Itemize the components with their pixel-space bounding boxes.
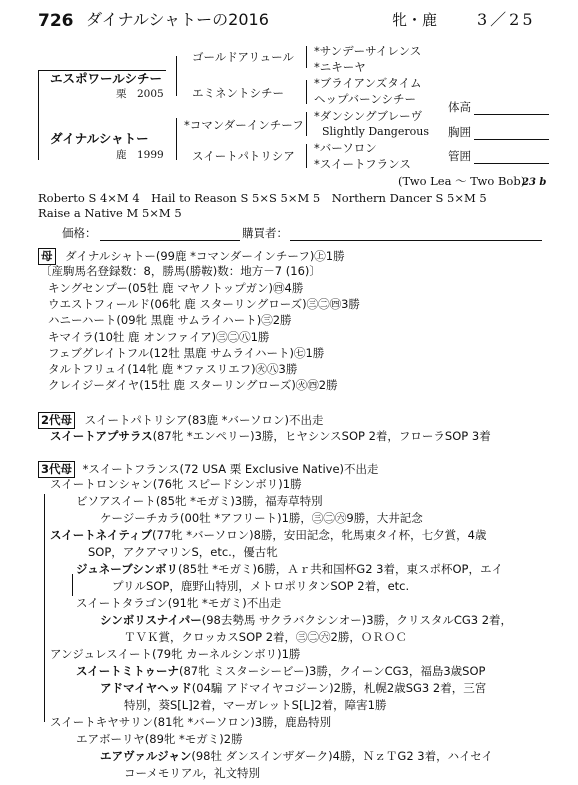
- ped-ddd: *スイートフランス: [314, 157, 411, 171]
- ped-ssd: *ニキーヤ: [314, 60, 366, 74]
- list-item: ハニーハート(09牝 黒鹿 サムライハート)㊂2勝: [48, 313, 292, 328]
- birth-date: 3／25: [477, 10, 536, 29]
- tail-female: (Two Lea ～ Two Bob): [398, 174, 526, 188]
- gen3-label: 3代母: [38, 461, 75, 478]
- dam-dam: スイートパトリシア: [192, 149, 295, 163]
- family-number: 23 b: [522, 177, 547, 188]
- dam-produce-note: 〔産駒馬名登録数：8，勝馬(勝鞍)数：地方－7 (16)〕: [40, 264, 321, 278]
- chest-blank[interactable]: [474, 139, 549, 140]
- ped-sdd: ヘップバーンシチー: [314, 92, 417, 106]
- table-row: アドマイヤヘッド(04騸 アドマイヤコジーン)2勝，札幌2歳SG3 2着，三宮: [100, 681, 487, 695]
- horse-name: ダイナルシャトーの2016: [86, 10, 269, 29]
- cannon-blank[interactable]: [474, 163, 549, 164]
- table-row: スイートロンシャン(76牝 スピードシンボリ)1勝: [50, 477, 302, 491]
- price-label: 価格：: [62, 226, 97, 240]
- dam-produce-list: [48, 280, 360, 393]
- list-item: フェブグレイトフル(12牡 黒鹿 サムライハート)㊆1勝: [48, 345, 325, 360]
- sire-sire: ゴールドアリュール: [192, 50, 294, 64]
- dam-info: 鹿 1999: [116, 149, 164, 161]
- list-item: ウエストフィールド(06牝 鹿 スターリングローズ)㊂㊁㊃3勝: [48, 297, 360, 312]
- sire-info: 栗 2005: [116, 88, 164, 100]
- table-row: ケージーチカラ(00牡 *アフリート)1勝，㊂㊁㊅9勝，大井記念: [100, 511, 423, 525]
- chest-label: 胸囲: [448, 125, 471, 139]
- height-label: 体高: [448, 100, 471, 114]
- dam-label: 母: [38, 248, 56, 265]
- sire-dam: エミネントシチー: [192, 86, 284, 100]
- table-row: SOP，アクアマリンS，etc.，優古牝: [88, 545, 278, 559]
- list-item: タルトフリュイ(14牝 鹿 *ファスリエフ)㊋㊇3勝: [48, 362, 298, 377]
- list-item: キングセンプー(05牡 鹿 マヤノトップガン)㊃4勝: [48, 281, 304, 295]
- inbreeding-line-2: Raise a Native M 5×M 5: [38, 206, 182, 220]
- table-row: 特別，葵S[L]2着，マーガレットS[L]2着，障害1勝: [124, 698, 387, 712]
- dam-section: [38, 248, 345, 265]
- table-row: スイートキヤサリン(81牝 *バーソロン)3勝，鹿島特別: [50, 715, 332, 729]
- ped-dss: *ダンシングブレーヴ: [314, 109, 423, 123]
- gen3-title: *スイートフランス(72 USA 栗 Exclusive Native)不出走: [82, 462, 379, 476]
- inbreeding-line-1: Roberto S 4×M 4 Hail to Reason S 5×S 5×M 5 Northern Dancer S 5×M 5: [38, 191, 487, 205]
- list-item: クレイジーダイヤ(15牡 鹿 スターリングローズ)㊋㊃2勝: [48, 378, 338, 393]
- table-row: スイートネイティブ(77牝 *バーソロン)8勝，安田記念，牝馬東タイ杯，七夕賞，4歳: [50, 528, 487, 542]
- table-row: エアヴァルジャン(98牡 ダンスインザダーク)4勝，ＮｚＴG2 3着，ハイセイ: [100, 749, 493, 763]
- height-blank[interactable]: [474, 114, 549, 115]
- table-row: アンジュレスイート(79牝 カーネルシンボリ)1勝: [50, 647, 301, 661]
- gen3-section: [38, 461, 379, 478]
- cannon-label: 管囲: [448, 149, 471, 163]
- table-row: ジュネーブシンボリ(85牡 *モガミ)6勝，Ａｒ共和国杯G2 3着，東スポ杯OP，エイ: [76, 562, 503, 576]
- buyer-blank[interactable]: [290, 240, 542, 241]
- dam-name: ダイナルシャトー: [50, 131, 149, 146]
- list-item: キマイラ(10牡 鹿 オンファイア)㊂㊁㊇1勝: [48, 329, 270, 344]
- sex-color: 牝・鹿: [392, 11, 438, 29]
- gen2-title: スイートパトリシア(83鹿 *バーソロン)不出走: [84, 413, 324, 427]
- gen3-list: [0, 477, 578, 780]
- gen2-section: [38, 412, 324, 429]
- dam-sire: *コマンダーインチーフ: [184, 118, 304, 132]
- gen2-label: 2代母: [38, 412, 75, 429]
- catalog-number: 726: [38, 11, 74, 31]
- ped-dds: *バーソロン: [314, 141, 377, 155]
- bracket-c: [306, 46, 307, 68]
- buyer-label: 購買者：: [242, 226, 288, 240]
- dam-title: ダイナルシャトー(99鹿 *コマンダーインチーフ)㊤1勝: [65, 249, 345, 263]
- table-row: スイートミトゥーナ(87牝 ミスターシービー)3勝，クイーンCG3，福島3歳SOP: [76, 664, 486, 678]
- price-blank[interactable]: [100, 240, 240, 241]
- sire-name: エスポワールシチー: [50, 71, 162, 86]
- bracket-d: [306, 80, 307, 104]
- ped-sss: *サンデーサイレンス: [314, 44, 422, 58]
- gen2-child: [50, 429, 491, 444]
- gen2-child-name: スイートアプサラス: [50, 429, 153, 443]
- bracket-e: [306, 112, 307, 136]
- table-row: ビソアスイート(85牝 *モガミ)3勝，福寿草特別: [76, 494, 323, 508]
- table-row: シンボリスナイパー(98去勢馬 サクラバクシンオー)3勝，クリスタルCG3 2着，: [100, 613, 513, 627]
- table-row: ＴＶＫ賞，クロッカスSOP 2着，㊂㊁㊅2勝，ＯＲＯＣ: [124, 630, 407, 644]
- bracket-a: [176, 56, 177, 96]
- ped-dsd: Slightly Dangerous: [322, 125, 429, 138]
- ped-sds: *ブライアンズタイム: [314, 76, 422, 90]
- pedigree-bracket-vertical: [38, 70, 39, 160]
- table-row: プリルSOP，鹿野山特別，メトロポリタンSOP 2着，etc.: [112, 579, 410, 593]
- table-row: エアボーリヤ(89牝 *モガミ)2勝: [76, 732, 243, 746]
- bracket-b: [176, 118, 177, 160]
- gen2-child-rest: (87牝 *エンペリー)3勝，ヒヤシンスSOP 2着，フローラSOP 3着: [152, 429, 491, 443]
- table-row: コーメモリアル，礼文特別: [124, 766, 261, 780]
- table-row: スイートタラゴン(91牝 *モガミ)不出走: [76, 596, 282, 610]
- bracket-f: [306, 144, 307, 168]
